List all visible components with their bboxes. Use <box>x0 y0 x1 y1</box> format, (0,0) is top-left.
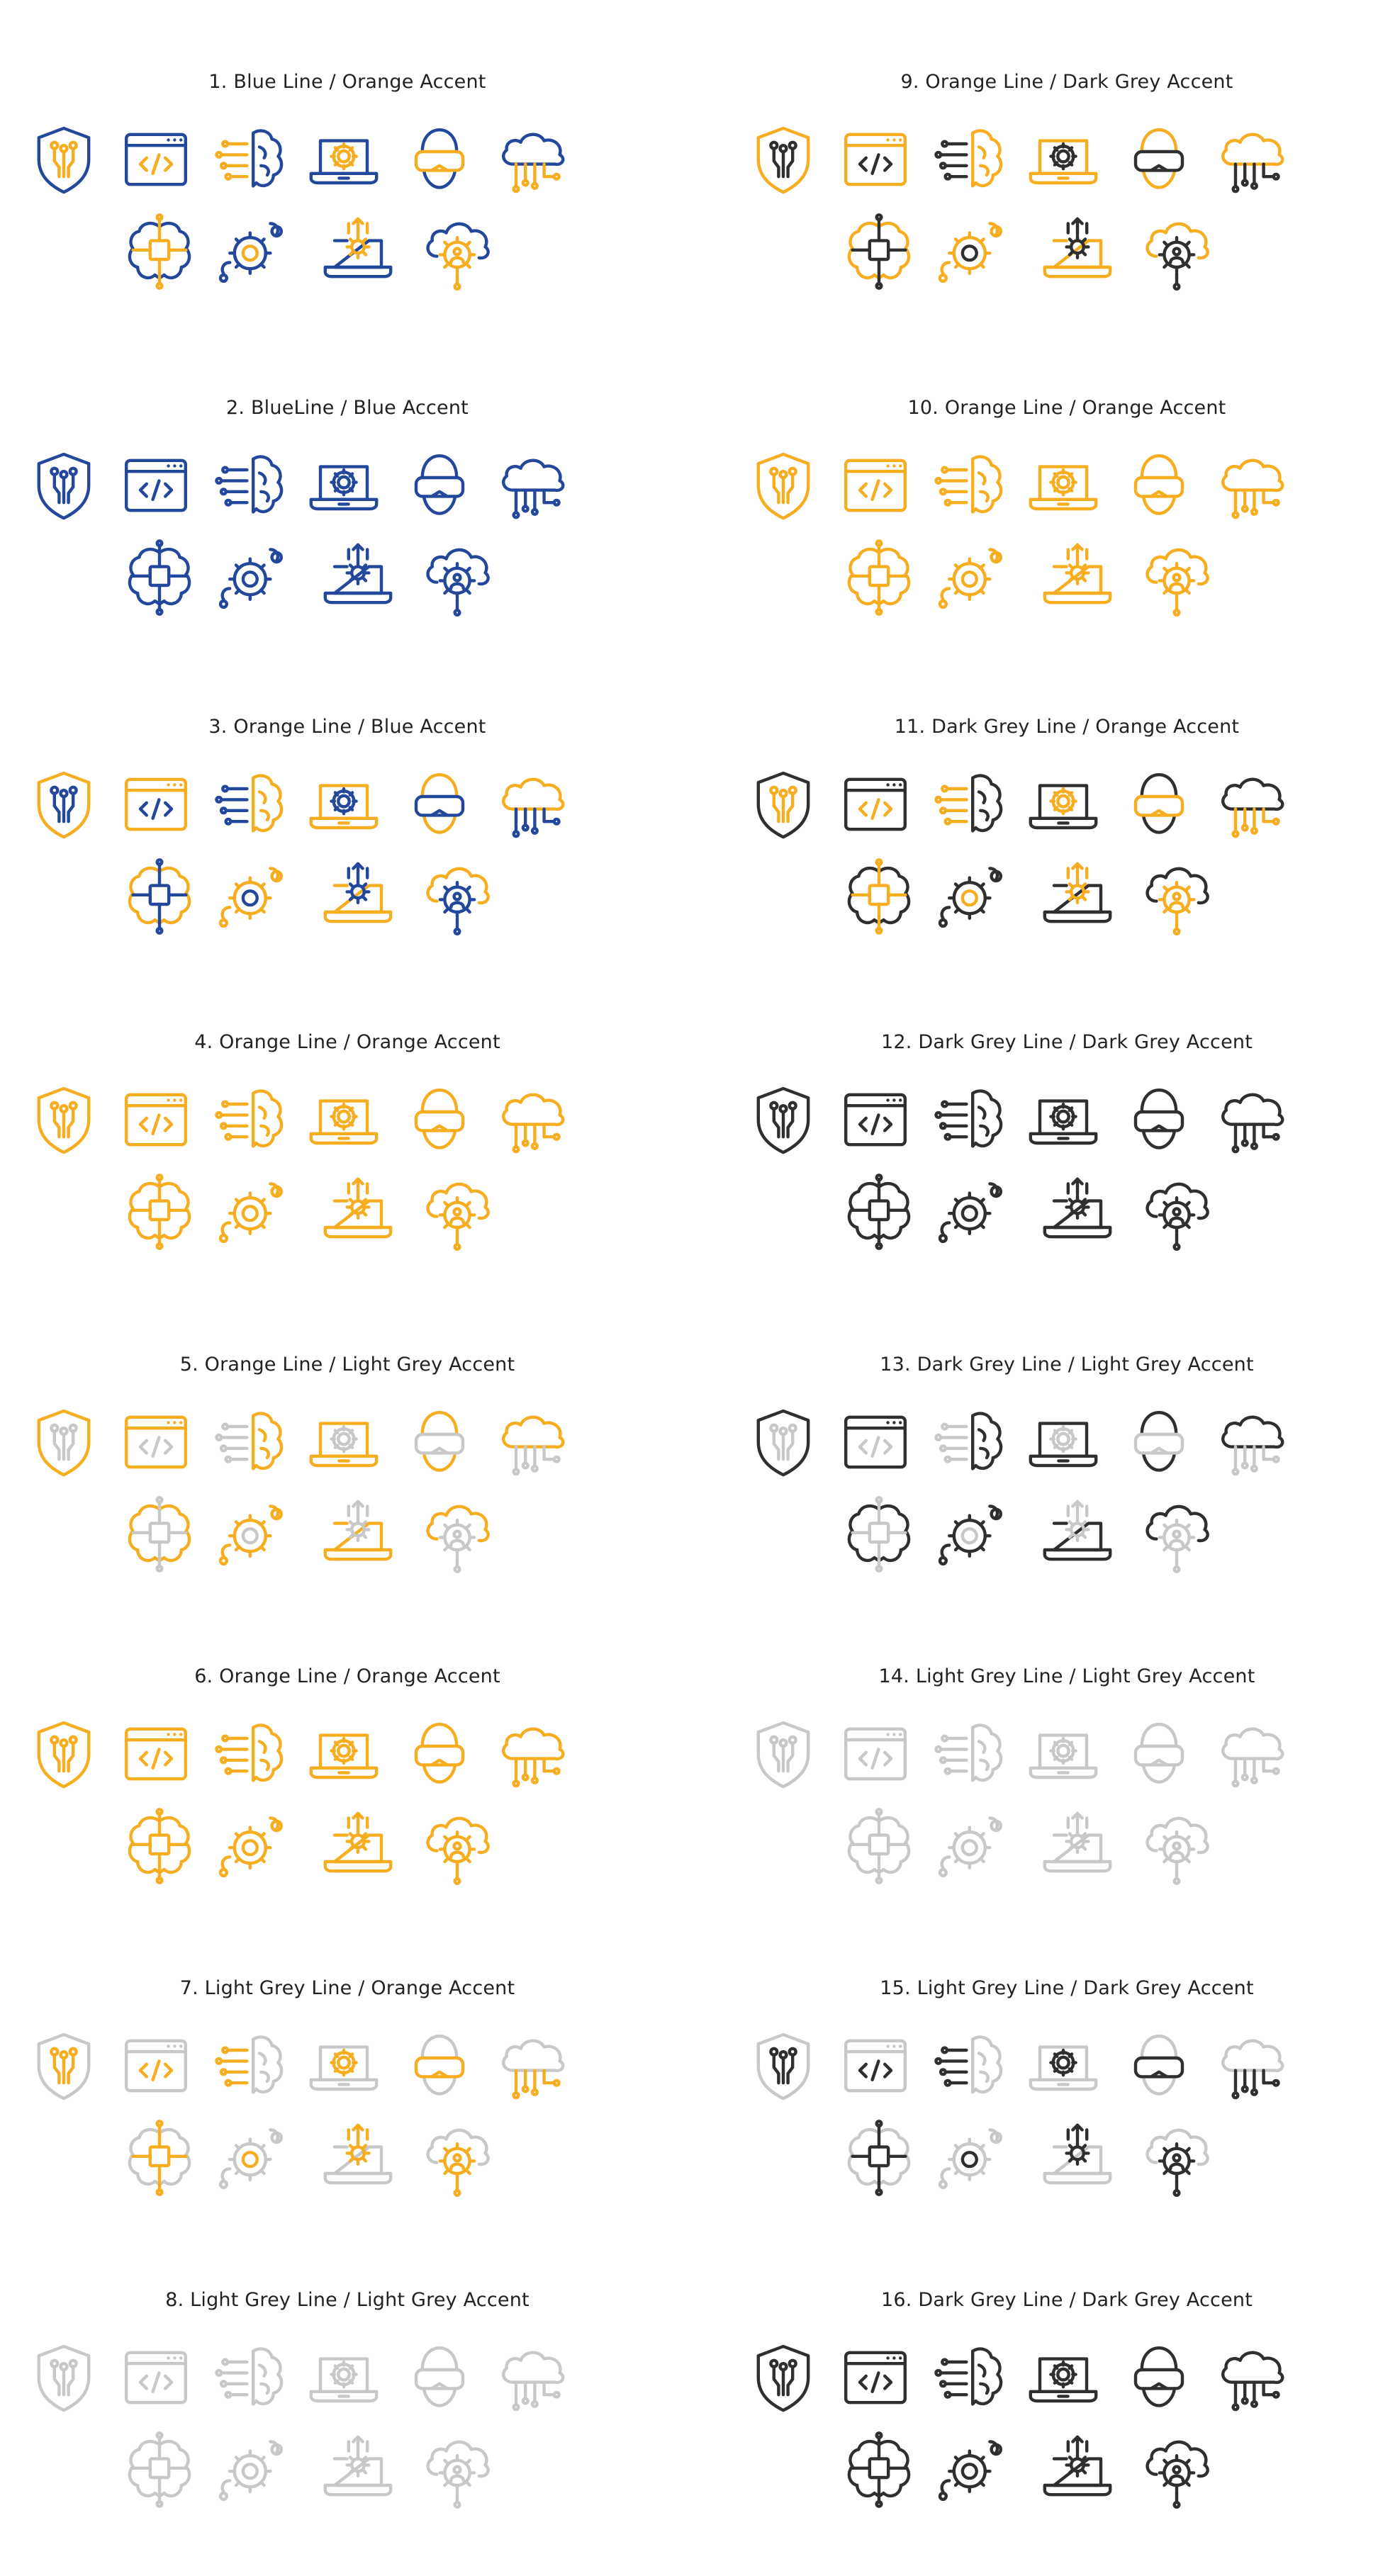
cloud-circuit-icon <box>493 120 571 198</box>
laptop-gear-icon <box>305 1403 383 1481</box>
variant-title: 10. Orange Line / Orange Accent <box>907 397 1226 419</box>
icon-variant-10 <box>748 326 1378 539</box>
brain-chip-icon <box>840 1807 918 1885</box>
cloud-circuit-icon <box>1212 2027 1290 2105</box>
brain-chip-icon <box>840 539 918 617</box>
icon-variant-11 <box>748 645 1378 857</box>
icon-variant-13 <box>748 1283 1378 1495</box>
brain-chip-icon <box>840 1173 918 1251</box>
code-window-icon <box>117 765 195 843</box>
code-window-icon <box>117 2339 195 2417</box>
gears-network-icon <box>932 213 1010 291</box>
variant-title: 16. Dark Grey Line / Dark Grey Accent <box>881 2289 1253 2311</box>
variant-title: 6. Orange Line / Orange Accent <box>194 1665 500 1687</box>
cloud-gear-user-icon <box>418 2119 496 2197</box>
laptop-gear-icon <box>1024 1715 1102 1793</box>
shield-circuit-icon <box>744 1403 822 1481</box>
laptop-gear-icon <box>1024 2027 1102 2105</box>
laptop-upload-gear-icon <box>1038 539 1116 617</box>
code-window-icon <box>117 1715 195 1793</box>
laptop-gear-icon <box>305 2027 383 2105</box>
gears-network-icon <box>932 1807 1010 1885</box>
shield-circuit-icon <box>744 120 822 198</box>
icon-variant-1 <box>28 0 666 213</box>
vr-headset-icon <box>1120 120 1198 198</box>
icon-variant-4 <box>28 960 666 1173</box>
laptop-upload-gear-icon <box>319 1807 397 1885</box>
cloud-gear-user-icon <box>418 857 496 935</box>
cloud-gear-user-icon <box>418 1495 496 1573</box>
vr-headset-icon <box>400 765 478 843</box>
vr-headset-icon <box>400 2027 478 2105</box>
icon-variant-5 <box>28 1283 666 1495</box>
cloud-circuit-icon <box>493 446 571 524</box>
gears-network-icon <box>213 857 291 935</box>
code-window-icon <box>836 1081 914 1159</box>
shield-circuit-icon <box>744 1715 822 1793</box>
code-window-icon <box>836 446 914 524</box>
shield-circuit-icon <box>25 446 103 524</box>
shield-circuit-icon <box>25 765 103 843</box>
laptop-gear-icon <box>305 446 383 524</box>
gears-network-icon <box>213 1495 291 1573</box>
code-window-icon <box>117 446 195 524</box>
laptop-gear-icon <box>1024 1403 1102 1481</box>
brain-chip-icon <box>840 2119 918 2197</box>
vr-headset-icon <box>1120 1403 1198 1481</box>
gears-network-icon <box>932 857 1010 935</box>
cloud-gear-user-icon <box>1138 2119 1216 2197</box>
variant-title: 5. Orange Line / Light Grey Accent <box>179 1354 515 1376</box>
code-window-icon <box>836 2027 914 2105</box>
cloud-circuit-icon <box>1212 1403 1290 1481</box>
code-window-icon <box>836 1403 914 1481</box>
cloud-circuit-icon <box>493 2339 571 2417</box>
variant-title: 15. Light Grey Line / Dark Grey Accent <box>880 1977 1254 1999</box>
laptop-upload-gear-icon <box>319 2119 397 2197</box>
laptop-gear-icon <box>305 120 383 198</box>
icon-variant-12 <box>748 960 1378 1173</box>
shield-circuit-icon <box>744 2339 822 2417</box>
code-window-icon <box>117 1403 195 1481</box>
cloud-gear-user-icon <box>1138 2431 1216 2509</box>
brain-chip-icon <box>840 213 918 291</box>
cloud-circuit-icon <box>1212 446 1290 524</box>
laptop-upload-gear-icon <box>1038 1173 1116 1251</box>
gears-network-icon <box>932 539 1010 617</box>
laptop-upload-gear-icon <box>1038 1807 1116 1885</box>
icon-variant-15 <box>748 1906 1378 2119</box>
shield-circuit-icon <box>744 2027 822 2105</box>
vr-headset-icon <box>1120 1081 1198 1159</box>
gears-network-icon <box>213 539 291 617</box>
brain-chip-icon <box>121 1807 198 1885</box>
laptop-gear-icon <box>305 1715 383 1793</box>
variant-title: 1. Blue Line / Orange Accent <box>208 71 486 93</box>
shield-circuit-icon <box>25 1403 103 1481</box>
variant-title: 11. Dark Grey Line / Orange Accent <box>894 716 1240 738</box>
icon-variant-6 <box>28 1594 666 1807</box>
brain-circuit-icon <box>213 446 291 524</box>
cloud-gear-user-icon <box>418 1173 496 1251</box>
code-window-icon <box>117 2027 195 2105</box>
shield-circuit-icon <box>25 120 103 198</box>
gears-network-icon <box>213 2431 291 2509</box>
vr-headset-icon <box>1120 765 1198 843</box>
laptop-upload-gear-icon <box>319 2431 397 2509</box>
cloud-circuit-icon <box>493 2027 571 2105</box>
icon-variant-3 <box>28 645 666 857</box>
cloud-gear-user-icon <box>1138 1173 1216 1251</box>
gears-network-icon <box>213 1173 291 1251</box>
shield-circuit-icon <box>744 446 822 524</box>
laptop-gear-icon <box>305 2339 383 2417</box>
variant-title: 4. Orange Line / Orange Accent <box>194 1031 500 1053</box>
brain-chip-icon <box>121 2431 198 2509</box>
brain-circuit-icon <box>932 765 1010 843</box>
laptop-upload-gear-icon <box>319 1495 397 1573</box>
cloud-circuit-icon <box>1212 1715 1290 1793</box>
shield-circuit-icon <box>25 2339 103 2417</box>
code-window-icon <box>117 1081 195 1159</box>
laptop-upload-gear-icon <box>319 213 397 291</box>
cloud-gear-user-icon <box>1138 539 1216 617</box>
vr-headset-icon <box>400 446 478 524</box>
brain-chip-icon <box>121 1173 198 1251</box>
brain-circuit-icon <box>213 1081 291 1159</box>
vr-headset-icon <box>1120 446 1198 524</box>
variant-title: 7. Light Grey Line / Orange Accent <box>179 1977 515 1999</box>
vr-headset-icon <box>1120 2027 1198 2105</box>
code-window-icon <box>836 1715 914 1793</box>
cloud-gear-user-icon <box>1138 1807 1216 1885</box>
variant-title: 8. Light Grey Line / Light Grey Accent <box>165 2289 530 2311</box>
variant-title: 9. Orange Line / Dark Grey Accent <box>900 71 1233 93</box>
icon-variant-2 <box>28 326 666 539</box>
shield-circuit-icon <box>25 1081 103 1159</box>
cloud-gear-user-icon <box>418 213 496 291</box>
cloud-circuit-icon <box>1212 765 1290 843</box>
brain-chip-icon <box>121 213 198 291</box>
brain-circuit-icon <box>932 2027 1010 2105</box>
brain-circuit-icon <box>213 2027 291 2105</box>
variant-title: 2. BlueLine / Blue Accent <box>226 397 469 419</box>
vr-headset-icon <box>400 120 478 198</box>
shield-circuit-icon <box>744 1081 822 1159</box>
laptop-upload-gear-icon <box>1038 1495 1116 1573</box>
vr-headset-icon <box>1120 1715 1198 1793</box>
brain-circuit-icon <box>213 120 291 198</box>
icon-variant-16 <box>748 2218 1378 2431</box>
shield-circuit-icon <box>744 765 822 843</box>
code-window-icon <box>836 120 914 198</box>
cloud-gear-user-icon <box>418 1807 496 1885</box>
code-window-icon <box>117 120 195 198</box>
laptop-gear-icon <box>1024 446 1102 524</box>
gears-network-icon <box>213 2119 291 2197</box>
laptop-upload-gear-icon <box>1038 2119 1116 2197</box>
laptop-gear-icon <box>1024 765 1102 843</box>
gears-network-icon <box>932 2119 1010 2197</box>
gears-network-icon <box>932 2431 1010 2509</box>
laptop-upload-gear-icon <box>319 1173 397 1251</box>
brain-circuit-icon <box>932 1715 1010 1793</box>
icon-variant-8 <box>28 2218 666 2431</box>
vr-headset-icon <box>400 1403 478 1481</box>
cloud-gear-user-icon <box>1138 857 1216 935</box>
vr-headset-icon <box>400 1081 478 1159</box>
brain-circuit-icon <box>213 1715 291 1793</box>
brain-circuit-icon <box>932 1403 1010 1481</box>
variant-title: 3. Orange Line / Blue Accent <box>208 716 486 738</box>
laptop-gear-icon <box>305 1081 383 1159</box>
laptop-upload-gear-icon <box>1038 2431 1116 2509</box>
brain-chip-icon <box>121 539 198 617</box>
brain-circuit-icon <box>932 2339 1010 2417</box>
cloud-circuit-icon <box>1212 1081 1290 1159</box>
brain-chip-icon <box>840 1495 918 1573</box>
code-window-icon <box>836 2339 914 2417</box>
shield-circuit-icon <box>25 1715 103 1793</box>
laptop-gear-icon <box>1024 1081 1102 1159</box>
code-window-icon <box>836 765 914 843</box>
brain-chip-icon <box>121 2119 198 2197</box>
laptop-upload-gear-icon <box>1038 213 1116 291</box>
brain-circuit-icon <box>932 1081 1010 1159</box>
cloud-circuit-icon <box>1212 120 1290 198</box>
icon-variant-9 <box>748 0 1378 213</box>
cloud-circuit-icon <box>493 1081 571 1159</box>
gears-network-icon <box>213 1807 291 1885</box>
gears-network-icon <box>932 1173 1010 1251</box>
cloud-gear-user-icon <box>1138 213 1216 291</box>
icon-variant-7 <box>28 1906 666 2119</box>
variant-title: 13. Dark Grey Line / Light Grey Accent <box>880 1354 1254 1376</box>
brain-chip-icon <box>840 857 918 935</box>
brain-chip-icon <box>840 2431 918 2509</box>
laptop-upload-gear-icon <box>1038 857 1116 935</box>
brain-circuit-icon <box>932 120 1010 198</box>
laptop-gear-icon <box>305 765 383 843</box>
gears-network-icon <box>932 1495 1010 1573</box>
variant-title: 14. Light Grey Line / Light Grey Accent <box>878 1665 1255 1687</box>
icon-variant-14 <box>748 1594 1378 1807</box>
brain-circuit-icon <box>213 1403 291 1481</box>
laptop-upload-gear-icon <box>319 539 397 617</box>
cloud-circuit-icon <box>1212 2339 1290 2417</box>
gears-network-icon <box>213 213 291 291</box>
brain-circuit-icon <box>932 446 1010 524</box>
brain-chip-icon <box>121 857 198 935</box>
shield-circuit-icon <box>25 2027 103 2105</box>
cloud-gear-user-icon <box>418 2431 496 2509</box>
laptop-gear-icon <box>1024 2339 1102 2417</box>
cloud-circuit-icon <box>493 1403 571 1481</box>
vr-headset-icon <box>1120 2339 1198 2417</box>
cloud-circuit-icon <box>493 765 571 843</box>
brain-circuit-icon <box>213 2339 291 2417</box>
laptop-gear-icon <box>1024 120 1102 198</box>
cloud-gear-user-icon <box>1138 1495 1216 1573</box>
vr-headset-icon <box>400 1715 478 1793</box>
vr-headset-icon <box>400 2339 478 2417</box>
cloud-gear-user-icon <box>418 539 496 617</box>
brain-circuit-icon <box>213 765 291 843</box>
variant-title: 12. Dark Grey Line / Dark Grey Accent <box>881 1031 1253 1053</box>
laptop-upload-gear-icon <box>319 857 397 935</box>
brain-chip-icon <box>121 1495 198 1573</box>
cloud-circuit-icon <box>493 1715 571 1793</box>
